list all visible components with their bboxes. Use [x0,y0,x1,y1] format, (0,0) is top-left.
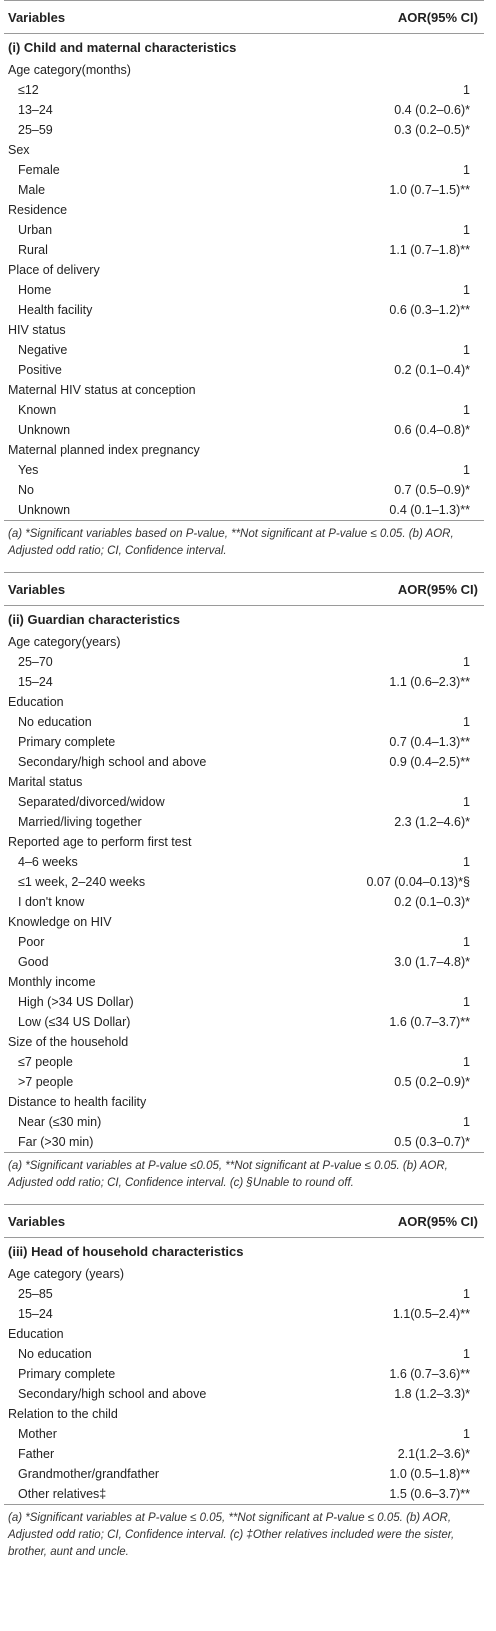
table-row [4,1012,484,1032]
table-row [4,852,484,872]
category-row [4,1404,484,1424]
table-guardian [4,572,484,1200]
row-value [470,772,484,792]
row-value: 1.6 (0.7–3.7)** [389,1015,470,1029]
row-label: >7 people [18,1075,74,1089]
row-label: Size of the household [8,1035,129,1049]
row-value: 1 [463,715,470,729]
row-value: 0.4 (0.2–0.6)* [394,103,470,117]
row-value: 1 [463,655,470,669]
table-header [4,572,484,606]
row-label: Education [8,695,64,709]
table-row [4,300,484,320]
table-row [4,1424,484,1444]
table-row [4,1112,484,1132]
row-label: Yes [18,463,39,477]
row-label: Negative [18,343,68,357]
category-row [4,1324,484,1344]
row-label: Good [18,955,49,969]
table-row [4,732,484,752]
row-label: Secondary/high school and above [18,1387,207,1401]
row-value [470,1404,484,1424]
row-value [470,632,484,652]
row-label: Maternal planned index pregnancy [8,443,200,457]
row-label: ≤1 week, 2–240 weeks [18,875,146,889]
row-label: Age category (years) [8,1267,125,1281]
row-value: 1.1 (0.7–1.8)** [389,243,470,257]
category-row [4,632,484,652]
row-value: 0.3 (0.2–0.5)* [394,123,470,137]
category-row [4,140,484,160]
category-row [4,200,484,220]
row-label: 4–6 weeks [18,855,78,869]
category-row [4,692,484,712]
row-value: 1 [463,163,470,177]
row-label: I don't know [18,895,85,909]
row-value [470,1092,484,1112]
row-value: 0.6 (0.4–0.8)* [394,423,470,437]
category-row [4,440,484,460]
row-label: ≤12 [18,83,39,97]
table-row [4,100,484,120]
page [4,0,484,1569]
row-label: Primary complete [18,735,116,749]
section-title: (ii) Guardian characteristics [8,612,180,627]
category-row [4,1032,484,1052]
table-row [4,240,484,260]
row-value: 0.07 (0.04–0.13)*§ [366,875,470,889]
table-row [4,220,484,240]
row-label: 15–24 [18,675,53,689]
row-label: Grandmother/grandfather [18,1467,160,1481]
table-row [4,180,484,200]
table-row [4,1444,484,1464]
category-row [4,380,484,400]
table-child-maternal [4,0,484,568]
row-value [470,200,484,220]
table-row [4,812,484,832]
row-label: Marital status [8,775,83,789]
row-value: 1 [463,83,470,97]
row-value: 0.7 (0.5–0.9)* [394,483,470,497]
row-label: Male [18,183,46,197]
row-value: 0.5 (0.3–0.7)* [394,1135,470,1149]
row-value: 1 [463,343,470,357]
category-row [4,320,484,340]
row-label: Other relatives‡ [18,1487,107,1501]
table-body [4,60,484,520]
row-label: Knowledge on HIV [8,915,112,929]
row-label: Secondary/high school and above [18,755,207,769]
table-footnote: (a) *Significant variables based on P-value, **Not significant at P-value ≤ 0.05. (b) AOR, Adjusted odd ratio; CI, Confidence interval. [4,520,484,568]
row-label: Known [18,403,57,417]
row-label: Separated/divorced/widow [18,795,165,809]
table-row [4,792,484,812]
row-value: 2.3 (1.2–4.6)* [394,815,470,829]
table-row [4,480,484,500]
row-label: Female [18,163,60,177]
table-household-head [4,1204,484,1569]
table-row [4,1484,484,1504]
row-value: 1 [463,995,470,1009]
table-header [4,1204,484,1238]
row-value: 1 [463,1287,470,1301]
row-label: No education [18,1347,92,1361]
row-value: 1 [463,1055,470,1069]
row-value: 1.1 (0.6–2.3)** [389,675,470,689]
row-label: Primary complete [18,1367,116,1381]
row-value: 3.0 (1.7–4.8)* [394,955,470,969]
row-label: Unknown [18,423,71,437]
table-row [4,1384,484,1404]
row-value: 1.0 (0.7–1.5)** [389,183,470,197]
table-row [4,652,484,672]
row-label: High (>34 US Dollar) [18,995,134,1009]
row-value [470,60,484,80]
row-label: HIV status [8,323,66,337]
row-value: 1.0 (0.5–1.8)** [389,1467,470,1481]
table-row [4,420,484,440]
table-body [4,632,484,1152]
row-value: 0.5 (0.2–0.9)* [394,1075,470,1089]
row-value: 1 [463,855,470,869]
category-row [4,1092,484,1112]
section-title: (i) Child and maternal characteristics [8,40,237,55]
row-value: 1 [463,795,470,809]
row-value [470,380,484,400]
table-row [4,1344,484,1364]
table-row [4,932,484,952]
table-row [4,1052,484,1072]
row-label: Urban [18,223,53,237]
row-value: 1 [463,935,470,949]
category-row [4,772,484,792]
row-label: Positive [18,363,62,377]
row-value: 1.1(0.5–2.4)** [392,1307,470,1321]
section-title: (iii) Head of household characteristics [8,1244,244,1259]
row-value: 0.2 (0.1–0.3)* [394,895,470,909]
row-value [470,260,484,280]
row-label: Relation to the child [8,1407,118,1421]
row-label: 15–24 [18,1307,53,1321]
row-label: Unknown [18,503,71,517]
table-row [4,360,484,380]
row-value: 1.8 (1.2–3.3)* [394,1387,470,1401]
table-row [4,1364,484,1384]
row-value: 1.5 (0.6–3.7)** [389,1487,470,1501]
table-footnote: (a) *Significant variables at P-value ≤0.05, **Not significant at P-value ≤ 0.05. (b) AOR, Adjusted odd ratio; CI, Confidence interval. (c) §Unable to round off. [4,1152,484,1200]
table-row [4,1304,484,1324]
table-row [4,672,484,692]
row-value: 0.4 (0.1–1.3)** [389,503,470,517]
category-row [4,260,484,280]
row-label: Reported age to perform first test [8,835,192,849]
row-value [470,440,484,460]
header-variables: Variables [8,1213,66,1229]
row-label: 13–24 [18,103,53,117]
header-variables: Variables [8,581,66,597]
category-row [4,60,484,80]
table-row [4,1284,484,1304]
row-label: Age category(months) [8,63,131,77]
row-value: 2.1(1.2–3.6)* [397,1447,470,1461]
category-row [4,912,484,932]
row-value [470,1324,484,1344]
header-variables: Variables [8,9,66,25]
row-value [470,972,484,992]
row-label: Age category(years) [8,635,121,649]
category-row [4,832,484,852]
row-label: No [18,483,34,497]
row-label: 25–70 [18,655,53,669]
row-value [470,1264,484,1284]
table-row [4,1464,484,1484]
row-value [470,692,484,712]
row-value: 1 [463,1347,470,1361]
table-row [4,752,484,772]
row-value: 1 [463,1427,470,1441]
table-row [4,460,484,480]
row-label: Place of delivery [8,263,100,277]
row-value [470,832,484,852]
table-row [4,712,484,732]
row-value [470,140,484,160]
table-row [4,892,484,912]
row-value: 0.7 (0.4–1.3)** [389,735,470,749]
row-label: Residence [8,203,68,217]
header-aor: AOR(95% CI) [397,1213,478,1229]
row-value: 1 [463,463,470,477]
row-label: Married/living together [18,815,142,829]
row-label: Rural [18,243,48,257]
row-value: 1 [463,223,470,237]
table-row [4,280,484,300]
row-value [470,320,484,340]
row-value [470,1032,484,1052]
category-row [4,1264,484,1284]
table-row [4,952,484,972]
row-label: Home [18,283,52,297]
row-value: 0.9 (0.4–2.5)** [389,755,470,769]
row-label: Education [8,1327,64,1341]
row-value: 1 [463,283,470,297]
row-label: Father [18,1447,55,1461]
row-value: 0.6 (0.3–1.2)** [389,303,470,317]
row-value: 1.6 (0.7–3.6)** [389,1367,470,1381]
table-row [4,80,484,100]
table-row [4,1072,484,1092]
row-label: Poor [18,935,45,949]
row-label: Far (>30 min) [18,1135,94,1149]
row-label: Maternal HIV status at conception [8,383,196,397]
table-row [4,120,484,140]
table-row [4,160,484,180]
category-row [4,972,484,992]
table-row [4,992,484,1012]
row-label: No education [18,715,92,729]
row-value: 1 [463,1115,470,1129]
row-label: Near (≤30 min) [18,1115,102,1129]
header-aor: AOR(95% CI) [397,581,478,597]
table-row [4,872,484,892]
table-footnote: (a) *Significant variables at P-value ≤ 0.05, **Not significant at P-value ≤ 0.05. (b) AOR, Adjusted odd ratio; CI, Confidence interval. (c) ‡Other relatives included were the sister, brother, aunt and uncle. [4,1504,484,1569]
header-aor: AOR(95% CI) [397,9,478,25]
row-label: Mother [18,1427,57,1441]
table-header [4,0,484,34]
table-body [4,1264,484,1504]
row-label: 25–85 [18,1287,53,1301]
row-label: 25–59 [18,123,53,137]
row-value: 1 [463,403,470,417]
row-label: Health facility [18,303,93,317]
row-label: ≤7 people [18,1055,73,1069]
row-value: 0.2 (0.1–0.4)* [394,363,470,377]
row-label: Low (≤34 US Dollar) [18,1015,131,1029]
table-row [4,400,484,420]
table-row [4,500,484,520]
row-value [470,912,484,932]
table-row [4,340,484,360]
row-label: Sex [8,143,30,157]
table-row [4,1132,484,1152]
row-label: Distance to health facility [8,1095,147,1109]
row-label: Monthly income [8,975,96,989]
